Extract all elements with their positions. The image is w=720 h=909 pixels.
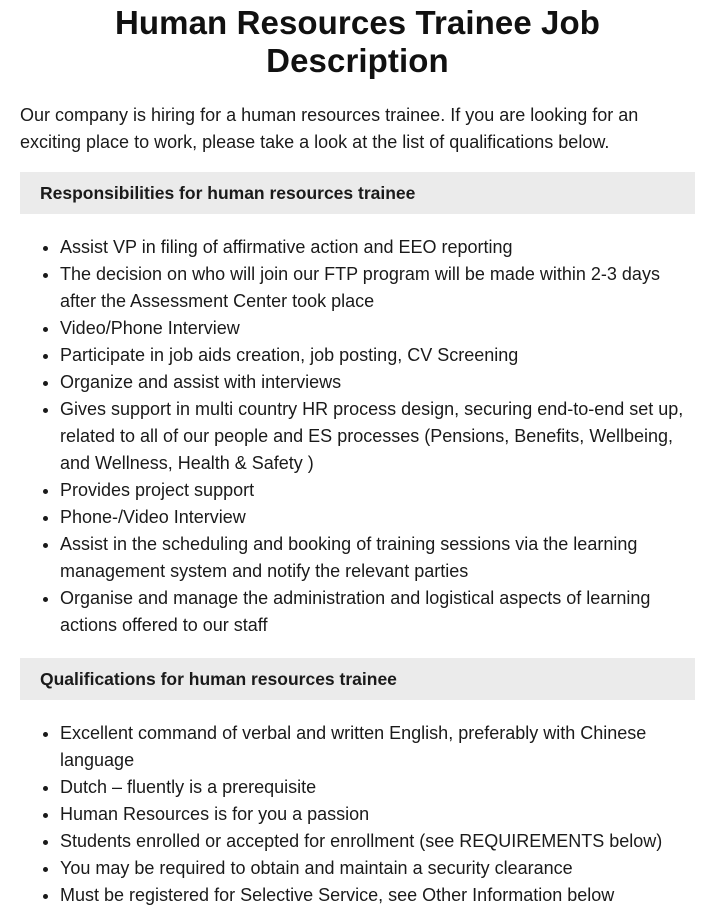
list-item: • You may be required to obtain and maintain a security clearance — [60, 855, 695, 882]
list-item: • The decision on who will join our FTP program will be made within 2-3 days after the Assessment Center took place — [60, 261, 695, 315]
list-item: • Organise and manage the administration and logistical aspects of learning actions offered to our staff — [60, 585, 695, 639]
responsibilities-list — [20, 234, 695, 639]
list-item: • Must be registered for Selective Service, see Other Information below — [60, 882, 695, 909]
list-item: • Organize and assist with interviews — [60, 369, 695, 396]
list-item: • Video/Phone Interview — [60, 315, 695, 342]
qualifications-list — [20, 720, 695, 909]
qualifications-heading: Qualifications for human resources trainee — [20, 658, 695, 700]
list-item: • Assist in the scheduling and booking of training sessions via the learning management system and notify the relevant parties — [60, 531, 695, 585]
list-item: • Human Resources is for you a passion — [60, 801, 695, 828]
responsibilities-heading: Responsibilities for human resources trainee — [20, 172, 695, 214]
list-item: • Provides project support — [60, 477, 695, 504]
list-item: • Phone-/Video Interview — [60, 504, 695, 531]
page-title: Human Resources Trainee Job Description — [114, 4, 601, 79]
list-item: • Participate in job aids creation, job posting, CV Screening — [60, 342, 695, 369]
list-item: • Excellent command of verbal and written English, preferably with Chinese language — [60, 720, 695, 774]
list-item: • Gives support in multi country HR process design, securing end-to-end set up, related to all of our people and ES processes (Pensions, Benefits, Wellbeing, and Wellness, Health & Safety ) — [60, 396, 695, 477]
list-item: • Dutch – fluently is a prerequisite — [60, 774, 695, 801]
intro-paragraph: Our company is hiring for a human resources trainee. If you are looking for an exciting place to work, please take a look at the list of qualifications below. — [20, 105, 639, 152]
list-item: • Students enrolled or accepted for enrollment (see REQUIREMENTS below) — [60, 828, 695, 855]
list-item: • Assist VP in filing of affirmative action and EEO reporting — [60, 234, 695, 261]
